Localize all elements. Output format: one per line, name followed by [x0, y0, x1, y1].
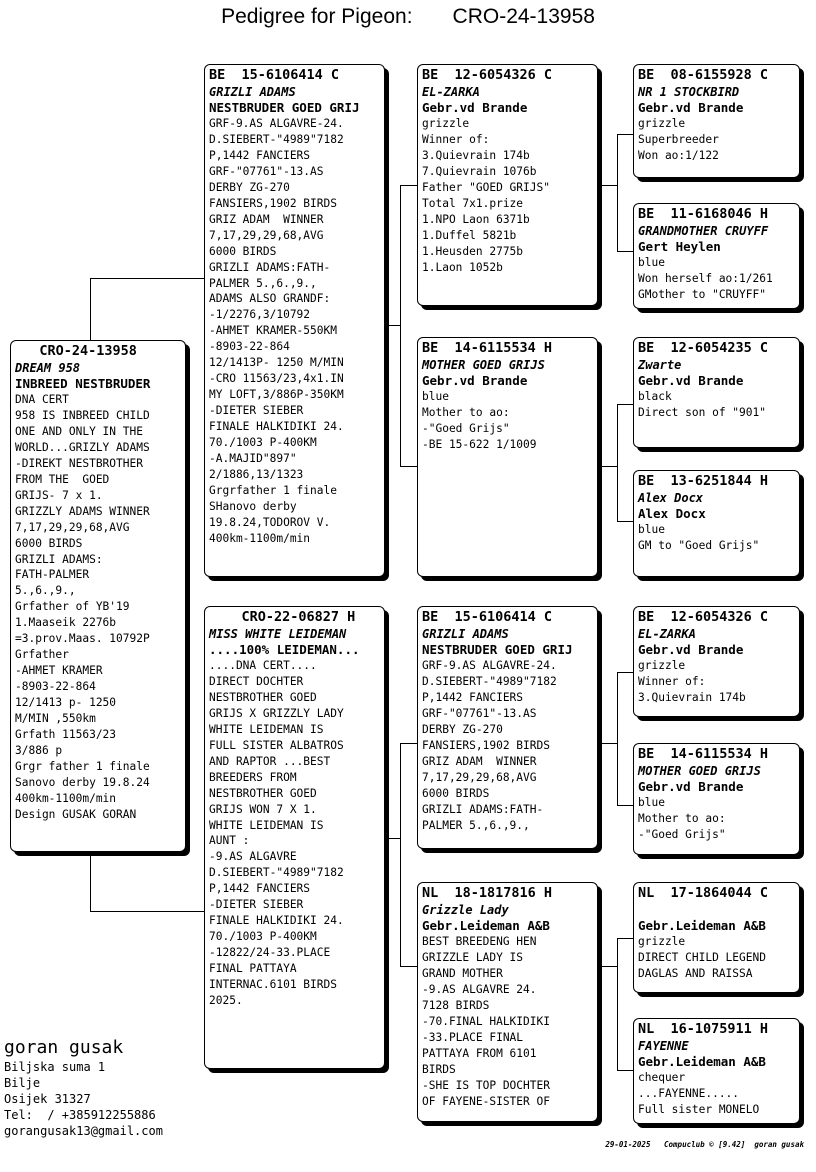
connector-line: [617, 805, 633, 806]
note-line: 12/1413 p- 1250: [15, 696, 117, 710]
gg-card-7[interactable]: [633, 882, 800, 993]
note-line: Winner of:: [422, 132, 490, 146]
gg-card-4[interactable]: [633, 470, 800, 577]
note-line: -12822/24-33.PLACE: [209, 946, 331, 960]
page-title: [0, 5, 816, 29]
note-line: -A.MAJID"897": [209, 452, 297, 466]
note-line: 7,17,29,29,68,AVG: [209, 228, 324, 242]
note-line: -AHMET KRAMER: [15, 664, 103, 678]
note-line: 3.Quievrain 174b: [638, 690, 746, 704]
note-line: Father "GOED GRIJS": [422, 180, 550, 194]
connector-line: [385, 325, 400, 326]
note-line: 1.Duffel 5821b: [422, 228, 517, 242]
breeder: Gebr.vd Brande: [638, 642, 744, 657]
sire-notes: [209, 116, 380, 547]
ring-number: NL 16-1075911 H: [638, 1021, 769, 1037]
pigeon-name: MISS WHITE LEIDEMAN: [209, 627, 347, 641]
note-line: black: [638, 390, 672, 403]
note-line: 2/1886,13/1323: [209, 467, 304, 481]
note-line: 6000 BIRDS: [422, 786, 490, 800]
note-line: 70./1003 P-400KM: [209, 436, 317, 450]
note-line: grizzle: [638, 935, 686, 948]
pigeon-name: NR 1 STOCKBIRD: [638, 85, 740, 99]
note-line: D.SIEBERT-"4989"7182: [422, 674, 557, 688]
note-line: SHanovo derby: [209, 499, 297, 513]
connector-line: [90, 278, 91, 340]
gg-card-5[interactable]: [633, 606, 800, 717]
gg-card-3[interactable]: [633, 337, 800, 448]
connector-line: [617, 404, 618, 522]
note-line: DNA CERT: [15, 393, 69, 406]
note-line: chequer: [638, 1071, 686, 1084]
note-line: 5.,6.,9.,: [15, 584, 76, 598]
pigeon-name: [638, 902, 795, 918]
note-line: P,1442 FANCIERS: [209, 882, 311, 896]
pigeon-name: GRANDMOTHER CRUYFF: [638, 224, 769, 238]
owner-phone: Tel: / +385912255886: [4, 1108, 156, 1122]
note-line: =3.prov.Maas. 10792P: [15, 632, 150, 646]
connector-line: [598, 185, 617, 186]
note-line: -DIETER SIEBER: [209, 404, 304, 418]
ring-number: CRO-24-13958: [15, 343, 137, 359]
pigeon-name: FAYENNE: [638, 1039, 689, 1053]
note-line: 958 IS INBREED CHILD: [15, 408, 150, 422]
title-prefix: Pedigree for Pigeon:: [221, 5, 413, 28]
dam-card[interactable]: [204, 606, 385, 1069]
ring-number: BE 12-6054235 C: [638, 340, 769, 356]
footer-credit: 29-01-2025 Compuclub © [9.42] goran gusak: [605, 1140, 804, 1149]
note-line: Superbreeder: [638, 132, 719, 146]
note-line: GRAND MOTHER: [422, 966, 503, 980]
breeder: Gebr.vd Brande: [422, 100, 528, 115]
note-line: blue: [422, 390, 449, 403]
note-line: grizzle: [638, 117, 686, 130]
note-line: DIRECT DOCHTER: [209, 674, 304, 688]
note-line: BIRDS: [422, 1062, 456, 1076]
breeder: Gebr.vd Brande: [638, 373, 744, 388]
note-line: -8903-22-864: [209, 340, 290, 354]
note-line: NESTBROTHER GOED: [209, 690, 317, 704]
sire-card[interactable]: [204, 64, 385, 577]
note-line: WHITE LEIDEMAN IS: [209, 722, 324, 736]
note-line: GRIZ ADAM WINNER: [422, 754, 537, 768]
note-line: 400km-1100m/min: [15, 791, 117, 805]
breeder: INBREED NESTBRUDER: [15, 376, 151, 391]
note-line: -9.AS ALGAVRE 24.: [422, 982, 537, 996]
breeder: NESTBRUDER GOED GRIJ: [209, 100, 360, 115]
gg-card-6[interactable]: [633, 743, 800, 855]
note-line: GRF-9.AS ALGAVRE-24.: [422, 659, 557, 672]
ring-number: CRO-22-06827 H: [209, 609, 356, 625]
ring-number: BE 12-6054326 C: [638, 609, 769, 625]
note-line: Grfather: [15, 648, 69, 662]
note-line: -70.FINAL HALKIDIKI: [422, 1014, 550, 1028]
note-line: Won ao:1/122: [638, 148, 719, 162]
connector-line: [400, 185, 417, 186]
note-line: 3/886 p: [15, 743, 63, 757]
note-line: GRIZZLE LADY IS: [422, 950, 524, 964]
note-line: WORLD...GRIZLY ADAMS: [15, 440, 150, 454]
ring-number: BE 11-6168046 H: [638, 206, 769, 222]
pigeon-name: Zwarte: [638, 358, 682, 372]
connector-line: [617, 938, 633, 939]
connector-line: [598, 966, 617, 967]
connector-line: [400, 743, 417, 744]
note-line: PALMER 5.,6.,9.,: [209, 276, 317, 290]
connector-line: [90, 278, 204, 279]
pigeon-name: GRIZLI ADAMS: [422, 627, 509, 641]
connector-line: [617, 672, 618, 806]
ring-number: NL 18-1817816 H: [422, 885, 553, 901]
note-line: FANSIERS,1902 BIRDS: [209, 196, 337, 210]
note-line: -33.PLACE FINAL: [422, 1030, 524, 1044]
note-line: WHITE LEIDEMAN IS: [209, 818, 324, 832]
sire-dam-card[interactable]: [417, 337, 598, 577]
pigeon-name: DREAM 958: [15, 361, 81, 375]
owner-info: [4, 1037, 163, 1139]
connector-line: [400, 466, 417, 467]
breeder: ....100% LEIDEMAN...: [209, 642, 360, 657]
connector-line: [598, 466, 617, 467]
note-line: Grfather of YB'19: [15, 600, 130, 614]
pigeon-name: EL-ZARKA: [422, 85, 480, 99]
note-line: GRIJS WON 7 X 1.: [209, 802, 317, 816]
note-line: Grgrfather 1 finale: [209, 483, 337, 497]
ring-number: BE 13-6251844 H: [638, 473, 769, 489]
note-line: 70./1003 P-400KM: [209, 930, 317, 944]
gg-card-2[interactable]: [633, 203, 800, 309]
ring-number: NL 17-1864044 C: [638, 885, 769, 901]
note-line: Direct son of "901": [638, 405, 766, 419]
note-line: ADAMS ALSO GRANDF:: [209, 292, 331, 306]
note-line: AUNT :: [209, 834, 250, 848]
owner-email: gorangusak13@gmail.com: [4, 1124, 163, 1138]
note-line: 6000 BIRDS: [15, 536, 83, 550]
note-line: Sanovo derby 19.8.24: [15, 775, 150, 789]
note-line: GMother to "CRUYFF": [638, 287, 766, 301]
note-line: PATTAYA FROM 6101: [422, 1046, 537, 1060]
note-line: 1.Heusden 2775b: [422, 244, 524, 258]
note-line: Mother to ao:: [422, 405, 510, 419]
note-line: -AHMET KRAMER-550KM: [209, 324, 337, 338]
title-pigeon-id: CRO-24-13958: [452, 5, 595, 28]
ring-number: BE 15-6106414 C: [209, 67, 340, 83]
note-line: BEST BREEDENG HEN: [422, 935, 537, 948]
dam-dam-card[interactable]: [417, 882, 598, 1122]
pigeon-name: EL-ZARKA: [638, 627, 696, 641]
breeder: NESTBRUDER GOED GRIJ: [422, 642, 573, 657]
note-line: -DIREKT NESTBROTHER: [15, 456, 143, 470]
pigeon-name: MOTHER GOED GRIJS: [638, 764, 761, 778]
breeder: Gebr.vd Brande: [638, 100, 744, 115]
note-line: FINALE HALKIDIKI 24.: [209, 914, 344, 928]
owner-name: goran gusak: [4, 1037, 124, 1058]
connector-line: [617, 134, 618, 252]
note-line: P,1442 FANCIERS: [209, 148, 311, 162]
note-line: OF FAYENE-SISTER OF: [422, 1094, 550, 1108]
note-line: AND RAPTOR ...BEST: [209, 754, 331, 768]
note-line: -CRO 11563/23,4x1.IN: [209, 372, 344, 386]
note-line: grizzle: [422, 117, 470, 130]
note-line: -"Goed Grijs": [638, 827, 726, 841]
note-line: GRIJS- 7 x 1.: [15, 488, 103, 502]
note-line: 1.NPO Laon 6371b: [422, 212, 530, 226]
sire-sire-card[interactable]: [417, 64, 598, 306]
note-line: blue: [638, 256, 665, 269]
breeder: Gebr.vd Brande: [638, 779, 744, 794]
note-line: ...FAYENNE.....: [638, 1086, 740, 1100]
note-line: ONE AND ONLY IN THE: [15, 424, 143, 438]
note-line: -DIETER SIEBER: [209, 898, 304, 912]
note-line: FULL SISTER ALBATROS: [209, 738, 344, 752]
note-line: FINAL PATTAYA: [209, 962, 297, 976]
connector-line: [400, 743, 401, 967]
note-line: -9.AS ALGAVRE: [209, 850, 297, 864]
note-line: -SHE IS TOP DOCHTER: [422, 1078, 550, 1092]
note-line: M/MIN ,550km: [15, 712, 96, 726]
breeder: Gebr.Leideman A&B: [638, 918, 766, 933]
note-line: Design GUSAK GORAN: [15, 807, 137, 821]
subject-notes: [15, 392, 181, 823]
note-line: blue: [638, 796, 665, 809]
note-line: 7128 BIRDS: [422, 998, 490, 1012]
note-line: 6000 BIRDS: [209, 244, 277, 258]
note-line: GM to "Goed Grijs": [638, 538, 760, 552]
connector-line: [617, 251, 633, 252]
connector-line: [617, 938, 618, 1071]
note-line: DAGLAS AND RAISSA: [638, 966, 753, 980]
note-line: INTERNAC.6101 BIRDS: [209, 978, 337, 992]
gg-card-8[interactable]: [633, 1018, 800, 1124]
note-line: DERBY ZG-270: [422, 722, 503, 736]
pigeon-name: Grizzle Lady: [422, 903, 509, 917]
dam-sire-card[interactable]: [417, 606, 598, 849]
gg-card-1[interactable]: [633, 64, 800, 178]
note-line: 400km-1100m/min: [209, 531, 311, 545]
connector-line: [400, 966, 417, 967]
note-line: GRF-9.AS ALGAVRE-24.: [209, 117, 344, 130]
note-line: DIRECT CHILD LEGEND: [638, 950, 766, 964]
pigeon-name: Alex Docx: [638, 491, 704, 505]
subject-card[interactable]: [10, 340, 186, 852]
connector-line: [90, 911, 204, 912]
ring-number: BE 15-6106414 C: [422, 609, 553, 625]
note-line: 12/1413P- 1250 M/MIN: [209, 356, 344, 370]
breeder: Gebr.Leideman A&B: [638, 1054, 766, 1069]
connector-line: [617, 134, 633, 135]
breeder: Gert Heylen: [638, 239, 721, 254]
ring-number: BE 14-6115534 H: [422, 340, 553, 356]
dam-notes: [209, 658, 380, 1009]
connector-line: [90, 852, 91, 912]
ring-number: BE 08-6155928 C: [638, 67, 769, 83]
note-line: FANSIERS,1902 BIRDS: [422, 738, 550, 752]
note-line: 19.8.24,TODOROV V.: [209, 515, 331, 529]
note-line: MY LOFT,3/886P-350KM: [209, 388, 344, 402]
note-line: 1.Maaseik 2276b: [15, 616, 117, 630]
note-line: 2025.: [209, 994, 243, 1008]
connector-line: [617, 1070, 633, 1071]
note-line: DERBY ZG-270: [209, 180, 290, 194]
note-line: Full sister MONELO: [638, 1102, 760, 1116]
note-line: D.SIEBERT-"4989"7182: [209, 866, 344, 880]
note-line: Total 7x1.prize: [422, 196, 524, 210]
owner-address-line: Osijek 31327: [4, 1092, 91, 1106]
note-line: ....DNA CERT....: [209, 659, 317, 672]
note-line: -BE 15-622 1/1009: [422, 437, 537, 451]
note-line: 7,17,29,29,68,AVG: [422, 770, 537, 784]
note-line: FINALE HALKIDIKI 24.: [209, 420, 344, 434]
breeder: Gebr.vd Brande: [422, 373, 528, 388]
note-line: GRF-"07761"-13.AS: [422, 706, 537, 720]
ring-number: BE 12-6054326 C: [422, 67, 553, 83]
connector-line: [617, 521, 633, 522]
note-line: Mother to ao:: [638, 811, 726, 825]
note-line: GRIZZLY ADAMS WINNER: [15, 504, 150, 518]
note-line: FATH-PALMER: [15, 568, 90, 582]
pigeon-name: MOTHER GOED GRIJS: [422, 358, 545, 372]
connector-line: [598, 743, 617, 744]
note-line: GRIJS X GRIZZLY LADY: [209, 706, 344, 720]
note-line: blue: [638, 523, 665, 536]
note-line: NESTBROTHER GOED: [209, 786, 317, 800]
note-line: -"Goed Grijs": [422, 421, 510, 435]
connector-line: [400, 185, 401, 467]
note-line: Grfath 11563/23: [15, 728, 117, 742]
note-line: 7.Quievrain 1076b: [422, 164, 537, 178]
note-line: Grgr father 1 finale: [15, 759, 150, 773]
connector-line: [385, 838, 400, 839]
connector-line: [617, 672, 633, 673]
note-line: 1.Laon 1052b: [422, 260, 503, 274]
note-line: GRIZLI ADAMS:: [15, 552, 103, 566]
ring-number: BE 14-6115534 H: [638, 746, 769, 762]
note-line: D.SIEBERT-"4989"7182: [209, 132, 344, 146]
note-line: 7,17,29,29,68,AVG: [15, 520, 130, 534]
breeder: Gebr.Leideman A&B: [422, 918, 550, 933]
note-line: grizzle: [638, 659, 686, 672]
note-line: FROM THE GOED: [15, 472, 110, 486]
note-line: P,1442 FANCIERS: [422, 690, 524, 704]
note-line: PALMER 5.,6.,9.,: [422, 818, 530, 832]
note-line: Won herself ao:1/261: [638, 271, 773, 285]
owner-address-line: Bilje: [4, 1076, 41, 1090]
note-line: GRIZLI ADAMS:FATH-: [209, 260, 331, 274]
breeder: Alex Docx: [638, 506, 706, 521]
note-line: -8903-22-864: [15, 680, 96, 694]
pigeon-name: GRIZLI ADAMS: [209, 85, 296, 99]
note-line: GRIZLI ADAMS:FATH-: [422, 802, 544, 816]
note-line: GRF-"07761"-13.AS: [209, 164, 324, 178]
note-line: GRIZ ADAM WINNER: [209, 212, 324, 226]
note-line: BREEDERS FROM: [209, 770, 297, 784]
owner-address-line: Biljska suma 1: [4, 1060, 106, 1074]
connector-line: [617, 404, 633, 405]
note-line: -1/2276,3/10792: [209, 308, 311, 322]
note-line: 3.Quievrain 174b: [422, 148, 530, 162]
note-line: Winner of:: [638, 674, 706, 688]
